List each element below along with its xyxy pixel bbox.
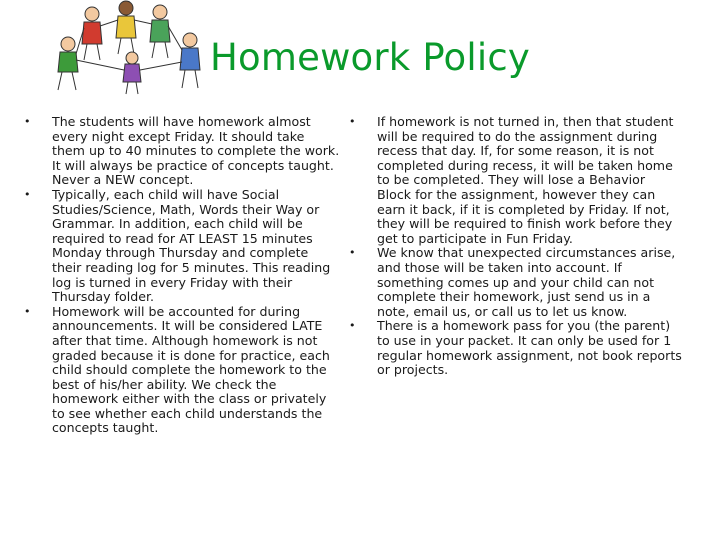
list-item xyxy=(349,114,682,246)
bullet-icon: • xyxy=(349,115,356,128)
list-item xyxy=(24,114,340,188)
list-item xyxy=(349,318,682,378)
list-item-text: If homework is not turned in, then that student will be required to do the assignment during recess that day. If, for some reason, it is not completed during recess, it will be taken home to be completed. They will lose a Behavior Block for the assignment, however they can earn it back, if it is completed by Friday. If not, they will be required to finish work before they get to participate in Fun Friday. xyxy=(377,114,674,246)
list-item-text: Typically, each child will have Social Studies/Science, Math, Words their Way or Grammar. In addition, each child will be required to read for AT LEAST 15 minutes Monday through Thursday and complete their reading log for 5 minutes. This reading log is turned in every Friday with their Thursday folder. xyxy=(52,186,331,305)
left-policy-list xyxy=(24,114,340,436)
list-item-text: Homework will be accounted for during announcements. It will be considered LATE after that time. Although homework is not graded because it is done for practice, each child should complete the homework to the best of his/her ability. We check the homework either with the class or privately to see whether each child understands the concepts taught. xyxy=(52,303,330,436)
bullet-icon: • xyxy=(24,115,31,128)
bullet-icon: • xyxy=(24,187,31,201)
list-item xyxy=(24,303,340,436)
bullet-icon: • xyxy=(349,246,356,260)
bullet-icon: • xyxy=(24,304,31,318)
list-item-text: There is a homework pass for you (the parent) to use in your packet. It can only be used for 1 regular homework assignment, not book reports or projects. xyxy=(377,318,682,378)
list-item-text: We know that unexpected circumstances arise, and those will be taken into account. If something comes up and your child can not complete their homework, just send us in a note, email us, or call us to let us know. xyxy=(377,245,676,319)
list-item xyxy=(349,245,682,319)
page-title: Homework Policy xyxy=(210,36,530,79)
bullet-icon: • xyxy=(349,319,356,333)
list-item xyxy=(24,186,340,305)
list-item-text: The students will have homework almost every night except Friday. It should take them up to 40 minutes to complete the work. It will always be practice of concepts taught. Never a NEW concept. xyxy=(52,114,340,188)
right-policy-list xyxy=(349,114,682,378)
